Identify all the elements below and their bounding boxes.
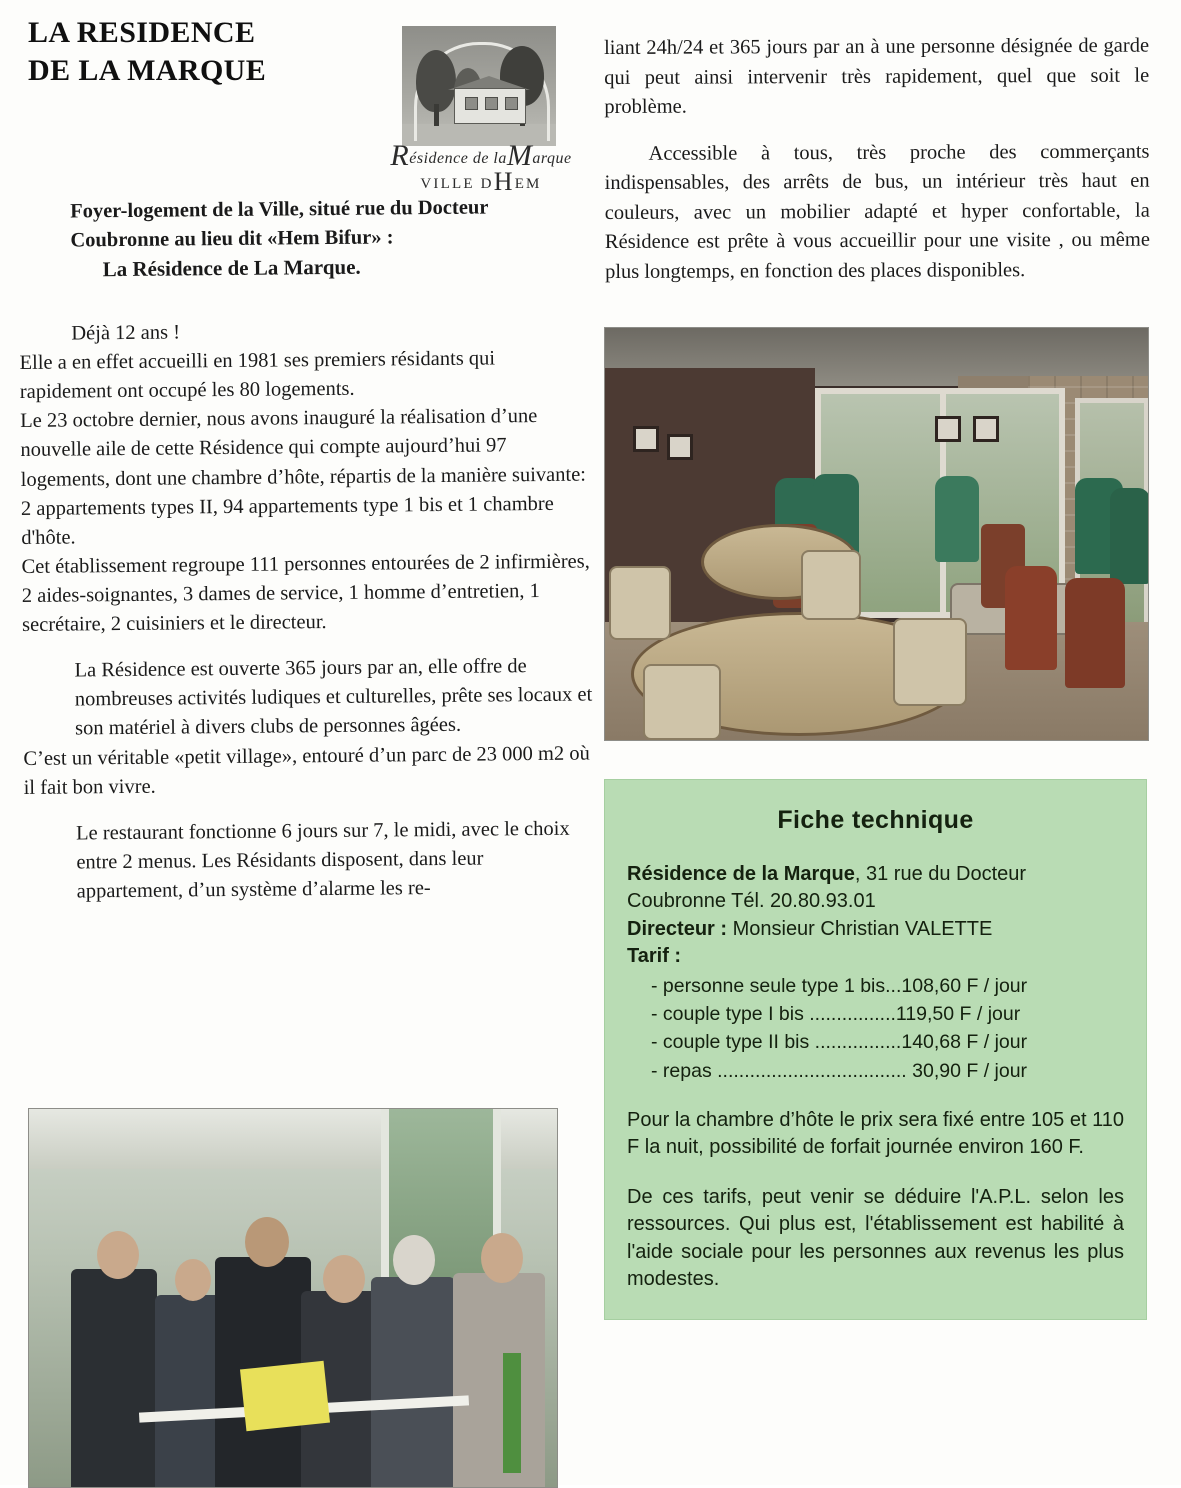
person-head xyxy=(245,1217,289,1267)
lead-paragraph: Foyer-logement de la Ville, situé rue du Docteur Coubronne au lieu dit «Hem Bifur» : xyxy=(70,196,489,252)
wooden-chair xyxy=(1005,566,1057,670)
armchair xyxy=(1110,488,1149,584)
fiche-residence-line xyxy=(627,861,1124,915)
fiche-heading: Fiche technique xyxy=(777,806,974,835)
paragraph-anniversary-lead: Déjà 12 ans ! xyxy=(71,321,181,345)
page-title-line1: LA RESIDENCE xyxy=(28,16,256,49)
person-figure xyxy=(453,1273,545,1487)
plant-decor xyxy=(503,1353,521,1473)
logo-script-body: ésidence de la xyxy=(409,150,507,167)
paragraph-4: Cet établissement regroupe 111 personnes entourées de 2 infirmières, 2 aides-soignantes, 3 dames de service, 1 homme d’entretien, 1 secrétaire, 2 cuisiniers et le directeur. xyxy=(21,550,590,637)
armchair xyxy=(935,476,979,562)
dining-chair xyxy=(893,618,967,706)
logo-illustration xyxy=(402,26,556,146)
right-paragraph-1: liant 24h/24 et 365 jours par an à une personne désignée de garde qui peut ainsi intervenir très rapidement, quel que soit le problème. xyxy=(604,34,1150,119)
dining-chair xyxy=(643,664,721,740)
window-icon xyxy=(505,97,518,110)
tarif-list xyxy=(627,972,1124,1085)
page-title-line2: DE LA MARQUE xyxy=(28,54,267,88)
fiche-note-chambre-hote: Pour la chambre d’hôte le prix sera fixé entre 105 et 110 F la nuit, possibilité de forfait journée environ 160 F. xyxy=(627,1108,1124,1159)
paragraph-1: Elle a en effet accueilli en 1981 ses premiers résidants qui rapidement ont occupé les 80 logements. xyxy=(19,347,496,404)
wooden-chair xyxy=(1065,578,1125,688)
photo-inauguration xyxy=(28,1108,558,1488)
tree-trunk xyxy=(434,104,439,126)
dining-chair xyxy=(609,566,671,640)
paragraph-2: Le 23 octobre dernier, nous avons inauguré la réalisation d’une nouvelle aile de cette Résidence qui compte aujourd’hui 97 logements, dont une chambre d’hôte, répartis de la manière suivante: xyxy=(20,405,587,491)
fiche-technique-panel xyxy=(604,779,1147,1320)
logo-subtitle xyxy=(386,167,576,196)
paragraph-3: 2 appartements types II, 94 appartements type 1 bis et 1 chambre d'hôte. xyxy=(20,492,554,549)
list-item: - repas ................................... 30,90 F / jour xyxy=(651,1059,1028,1082)
logo-script-initial: R xyxy=(390,139,410,172)
logo-subtitle-tail: EM xyxy=(514,176,542,192)
list-item: - personne seule type 1 bis...108,60 F / jour xyxy=(651,974,1028,997)
house-icon xyxy=(454,88,526,124)
framed-picture xyxy=(935,416,961,442)
photo-lounge xyxy=(604,327,1149,741)
fiche-director-line xyxy=(627,916,1124,943)
person-figure xyxy=(371,1277,455,1487)
logo-subtitle-initial: H xyxy=(493,167,515,196)
left-body-text xyxy=(18,193,595,908)
article-subtitle: La Résidence de La Marque. xyxy=(102,254,361,282)
list-item: - couple type II bis ................140,68 F / jour xyxy=(651,1031,1028,1054)
framed-picture xyxy=(667,434,693,460)
logo-script-tail-initial: M xyxy=(506,139,533,172)
director-name: Monsieur Christian VALETTE xyxy=(727,917,993,940)
residence-logo xyxy=(386,26,576,198)
logo-script-text xyxy=(386,139,576,172)
paragraph-7: Le restaurant fonctionne 6 jours sur 7, le midi, avec le choix entre 2 menus. Les Résidants disposent, dans leur appartement, d’un système d’alarme les re- xyxy=(75,817,570,903)
masthead xyxy=(18,8,588,198)
page-title xyxy=(28,14,358,91)
yellow-folder xyxy=(240,1361,330,1431)
list-item: - couple type I bis ................119,50 F / jour xyxy=(651,1003,1021,1026)
logo-subtitle-body: VILLE D xyxy=(420,176,494,192)
right-body-text xyxy=(604,32,1150,288)
director-label: Directeur : xyxy=(627,917,728,940)
person-head xyxy=(481,1233,523,1283)
person-head xyxy=(323,1255,365,1303)
person-head xyxy=(393,1235,435,1285)
right-paragraph-2: Accessible à tous, très proche des commerçants indispensables, des arrêts de bus, un intérieur très haut en couleurs, avec un mobilier adapté et hyper confortable, la Résidence est prête à vous accueillir pour une visite , ou même plus longtemps, en fonction des places disponibles. xyxy=(604,140,1150,283)
paragraph-6: C’est un véritable «petit village», entouré d’un parc de 23 000 m2 où il fait bon vivre. xyxy=(23,742,590,799)
logo-script-tail: arque xyxy=(532,150,572,167)
dining-chair xyxy=(801,550,861,620)
left-column xyxy=(18,8,593,1478)
fiche-note-apl: De ces tarifs, peut venir se déduire l'A.P.L. selon les ressources. Qui plus est, l'établissement est habilité à l'aide sociale pour les personnes aux revenus les plus modestes. xyxy=(627,1185,1124,1290)
residence-name: Résidence de la Marque xyxy=(627,863,855,886)
right-column xyxy=(604,34,1149,1320)
tarif-label: Tarif : xyxy=(627,944,682,967)
person-figure xyxy=(71,1269,157,1487)
window-icon xyxy=(465,97,478,110)
person-head xyxy=(175,1259,211,1301)
residence-address: , 31 rue du Docteur Coubronne Tél. 20.80.93.01 xyxy=(627,863,1027,913)
window-icon xyxy=(485,97,498,110)
paragraph-5: La Résidence est ouverte 365 jours par an, elle offre de nombreuses activités ludiques et culturelles, prête ses locaux et son matériel à divers clubs de personnes âgées. xyxy=(74,655,593,740)
person-head xyxy=(97,1231,139,1279)
framed-picture xyxy=(973,416,999,442)
framed-picture xyxy=(633,426,659,452)
